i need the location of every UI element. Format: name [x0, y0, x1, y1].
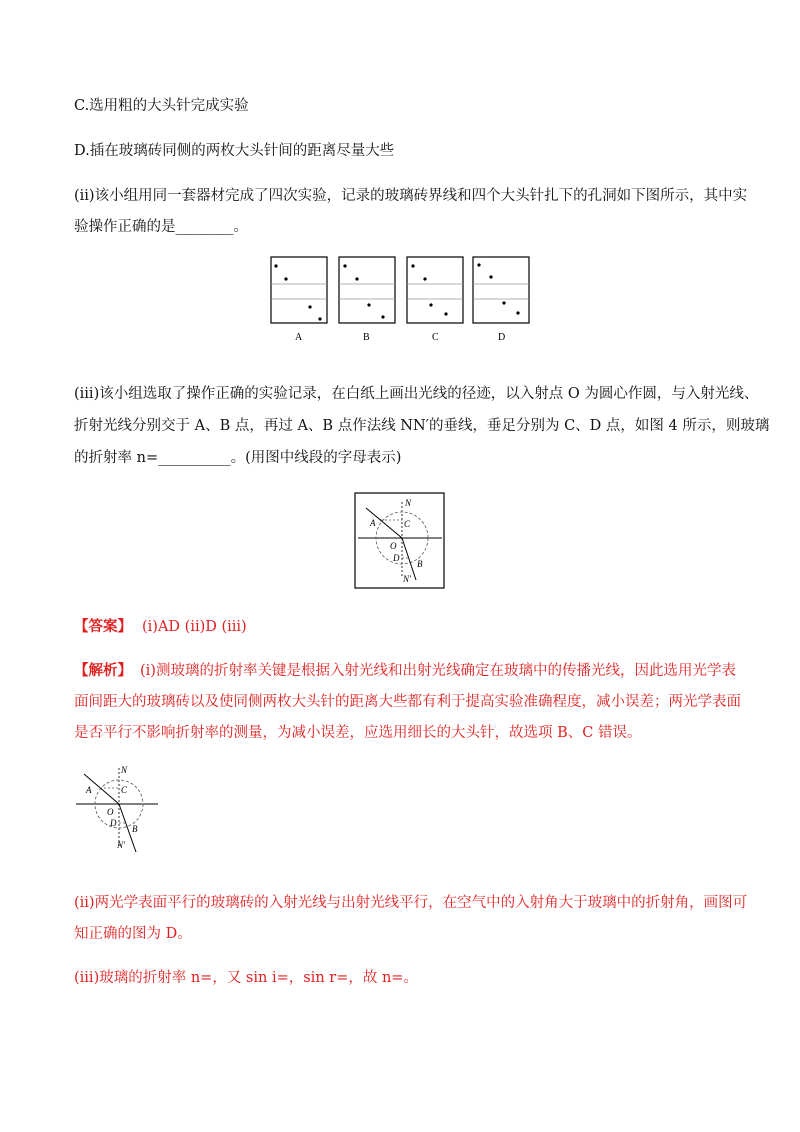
svg-text:A: A	[370, 518, 376, 528]
svg-text:O: O	[390, 541, 397, 551]
question-iii-line1: (iii)该小组选取了操作正确的实验记录，在白纸上画出光线的径迹，以入射点 O 为圆心作圆，与入射光线、	[74, 386, 759, 402]
analysis-iii-line: (iii)玻璃的折射率 n=，又 sin i=，sin r=，故 n=。	[74, 970, 418, 986]
panel-label-c: C	[432, 332, 439, 343]
answer-text: (i)AD (ii)D (iii)	[142, 619, 247, 635]
panel-label-a: A	[295, 332, 303, 343]
analysis-line3: 是否平行不影响折射率的测量，为减小误差，应选用细长的大头针，故选项 B、C 错误。	[74, 725, 642, 741]
svg-text:N′: N′	[117, 840, 125, 850]
option-d: D.插在玻璃砖同侧的两枚大头针间的距离尽量大些	[74, 143, 395, 159]
svg-text:C: C	[121, 785, 128, 795]
analysis-ii-line1: (ii)两光学表面平行的玻璃砖的入射光线与出射光线平行，在空气中的入射角大于玻璃中的折射角，画图可	[74, 895, 748, 911]
svg-text:D: D	[393, 553, 400, 563]
option-c: C.选用粗的大头针完成实验	[74, 98, 249, 114]
svg-text:D: D	[110, 818, 117, 828]
svg-text:O: O	[107, 807, 114, 817]
answer-line	[74, 617, 247, 637]
question-ii-line1: (ii)该小组用同一套器材完成了四次实验，记录的玻璃砖界线和四个大头针扎下的孔洞如下图所示，其中实	[74, 188, 748, 204]
panel-label-d: D	[498, 332, 506, 343]
answer-label: 【答案】	[74, 618, 132, 635]
analysis-text-1: (i)测玻璃的折射率关键是根据入射光线和出射光线确定在玻璃中的传播光线，因此选用光学表	[140, 663, 736, 679]
question-ii-line2: 验操作正确的是________。	[74, 219, 248, 235]
question-iii-line3: 的折射率 n=__________。(用图中线段的字母表示)	[74, 450, 402, 466]
svg-text:A: A	[86, 785, 92, 795]
analysis-line1	[74, 661, 736, 681]
analysis-line2: 面间距大的玻璃砖以及使同侧两枚大头针的距离大些都有利于提高实验准确程度，减小误差；两光学表面	[74, 694, 741, 710]
refraction-circle-figure	[354, 492, 446, 590]
svg-text:B: B	[417, 559, 423, 569]
svg-text:C: C	[404, 519, 411, 529]
experiment-panel-c	[407, 257, 463, 343]
analysis-ii-line2: 知正确的图为 D。	[74, 926, 192, 942]
experiment-panel-a	[271, 257, 327, 343]
question-iii-line2: 折射光线分别交于 A、B 点，再过 A、B 点作法线 NN′的垂线，垂足分别为 C、D 点，如图 4 所示，则玻璃	[74, 418, 770, 434]
experiment-panel-b	[339, 257, 395, 343]
svg-text:N′: N′	[403, 574, 411, 584]
four-experiments-figure	[268, 255, 538, 345]
svg-text:N: N	[121, 765, 128, 775]
experiment-panel-d	[473, 257, 529, 343]
svg-text:B: B	[132, 824, 138, 834]
panel-label-b: B	[363, 332, 370, 343]
analysis-label: 【解析】	[74, 662, 132, 679]
analysis-refraction-figure	[72, 762, 164, 854]
svg-text:N: N	[405, 498, 412, 508]
